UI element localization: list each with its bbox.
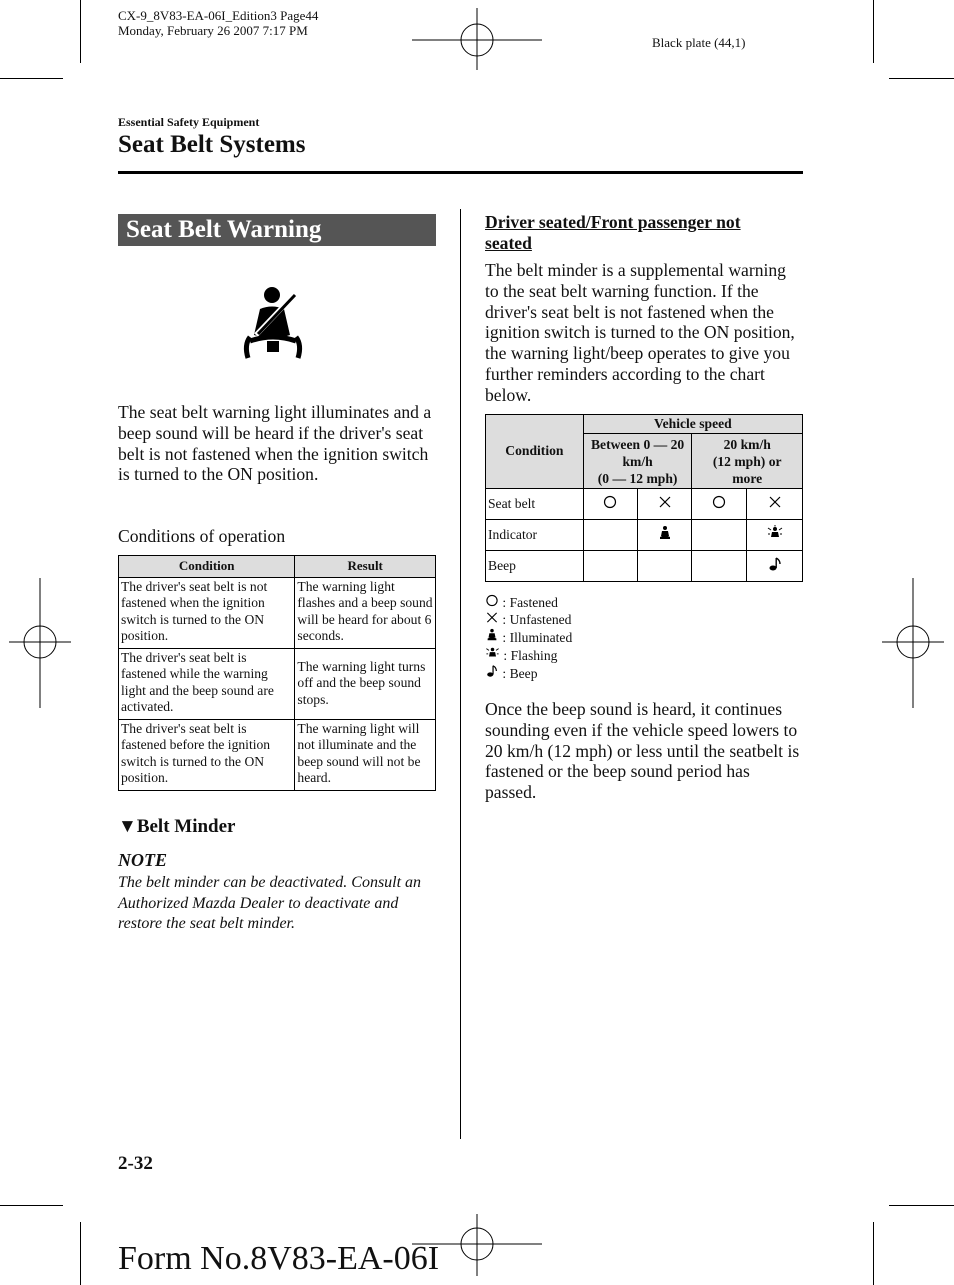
legend-label: : Beep xyxy=(502,666,538,681)
conditions-label: Conditions of operation xyxy=(118,526,286,546)
registration-mark-top xyxy=(412,8,542,70)
speed-high-header-line1: 20 km/h xyxy=(723,436,771,452)
driver-seated-heading: Driver seated/Front passenger not seated xyxy=(485,212,741,253)
file-info xyxy=(118,8,318,38)
condition-header: Condition xyxy=(486,415,584,489)
table-row xyxy=(486,551,803,582)
plate-label: Black plate (44,1) xyxy=(652,35,746,50)
seat-belt-row-label: Seat belt xyxy=(486,489,584,520)
intro-paragraph: The seat belt warning light illuminates and a beep sound will be heard if the driver's seat belt is not fastened when the ignition switch is turned to the ON position. xyxy=(118,402,432,485)
symbol-legend xyxy=(485,594,572,682)
condition-cell: The driver's seat belt is fastened while the warning light and the beep sound are activated. xyxy=(119,648,295,719)
title-rule xyxy=(118,171,803,174)
flashing-icon xyxy=(767,525,783,541)
condition-header: Condition xyxy=(119,556,295,578)
speed-high-header-line2: (12 mph) or xyxy=(712,453,782,469)
belt-minder-paragraph: The belt minder is a supplemental warning to the seat belt warning function. If the driver's seat belt is not fastened when the ignition switch is turned to the ON position, the warning light/beep operates to give you further reminders according to the chart below. xyxy=(485,260,795,405)
triangle-marker-icon: ▼ xyxy=(118,816,137,837)
conditions-table xyxy=(118,555,436,791)
speed-high-header-line3: more xyxy=(732,470,763,486)
condition-cell: The driver's seat belt is not fastened when the ignition switch is turned to the ON position. xyxy=(119,577,295,648)
seat-belt-warning-icon xyxy=(240,285,306,363)
legend-label: : Fastened xyxy=(502,595,558,610)
speed-low-header-line2: km/h xyxy=(622,453,653,469)
unfastened-icon xyxy=(658,495,672,509)
section-label: Essential Safety Equipment xyxy=(118,115,260,129)
fastened-icon xyxy=(603,495,617,509)
table-row xyxy=(486,489,803,520)
illuminated-icon xyxy=(658,525,672,541)
unfastened-icon xyxy=(485,611,499,624)
column-divider xyxy=(460,209,461,1139)
unfastened-icon xyxy=(768,495,782,509)
legend-label: : Unfastened xyxy=(502,612,572,627)
legend-item xyxy=(485,628,572,646)
file-info-line2: Monday, February 26 2007 7:17 PM xyxy=(118,23,308,38)
condition-cell: The driver's seat belt is fastened before the ignition switch is turned to the ON position. xyxy=(119,719,295,790)
speed-low-header xyxy=(583,434,692,489)
legend-item xyxy=(485,594,572,611)
file-info-line1: CX-9_8V83-EA-06I_Edition3 Page44 xyxy=(118,8,319,23)
table-row xyxy=(119,719,436,790)
legend-label: : Illuminated xyxy=(502,630,573,645)
page-title: Seat Belt Systems xyxy=(118,131,306,158)
fastened-icon xyxy=(485,594,499,607)
note-text: The belt minder can be deactivated. Consult an Authorized Mazda Dealer to deactivate and restore the seat belt minder. xyxy=(118,874,422,933)
registration-mark-right xyxy=(882,578,944,708)
registration-mark-left xyxy=(9,578,71,708)
illuminated-icon xyxy=(485,628,499,642)
beep-row-label: Beep xyxy=(486,551,584,582)
belt-minder-heading xyxy=(118,816,236,838)
legend-item xyxy=(485,646,572,664)
speed-low-header-line3: (0 — 12 mph) xyxy=(597,470,678,486)
section-banner: Seat Belt Warning Light/Beep xyxy=(118,214,436,246)
result-cell: The warning light turns off and the beep sound stops. xyxy=(295,648,436,719)
result-cell: The warning light flashes and a beep sound will be heard for about 6 seconds. xyxy=(295,577,436,648)
result-header: Result xyxy=(295,556,436,578)
flashing-icon xyxy=(485,646,500,660)
beep-icon xyxy=(485,664,499,678)
vehicle-speed-table xyxy=(485,414,803,582)
speed-high-header xyxy=(692,434,803,489)
table-row xyxy=(119,577,436,648)
belt-minder-heading-text: Belt Minder xyxy=(136,816,236,837)
closing-paragraph: Once the beep sound is heard, it continues sounding even if the vehicle speed lowers to 20 km/h (12 mph) or less until the seatbelt is fastened or the beep sound period has passed. xyxy=(485,699,800,803)
fastened-icon xyxy=(712,495,726,509)
table-row xyxy=(119,648,436,719)
vehicle-speed-header: Vehicle speed xyxy=(583,415,802,434)
page-number: 2-32 xyxy=(118,1153,153,1174)
legend-item xyxy=(485,664,572,682)
legend-item xyxy=(485,611,572,628)
beep-icon xyxy=(768,556,782,572)
legend-label: : Flashing xyxy=(503,648,558,663)
form-number: Form No.8V83-EA-06I xyxy=(118,1240,440,1277)
indicator-row-label: Indicator xyxy=(486,520,584,551)
table-header-row xyxy=(119,556,436,578)
note-heading: NOTE xyxy=(118,850,167,870)
speed-low-header-line1: Between 0 — 20 xyxy=(590,436,685,452)
result-cell: The warning light will not illuminate and the beep sound will not be heard. xyxy=(295,719,436,790)
table-row xyxy=(486,520,803,551)
